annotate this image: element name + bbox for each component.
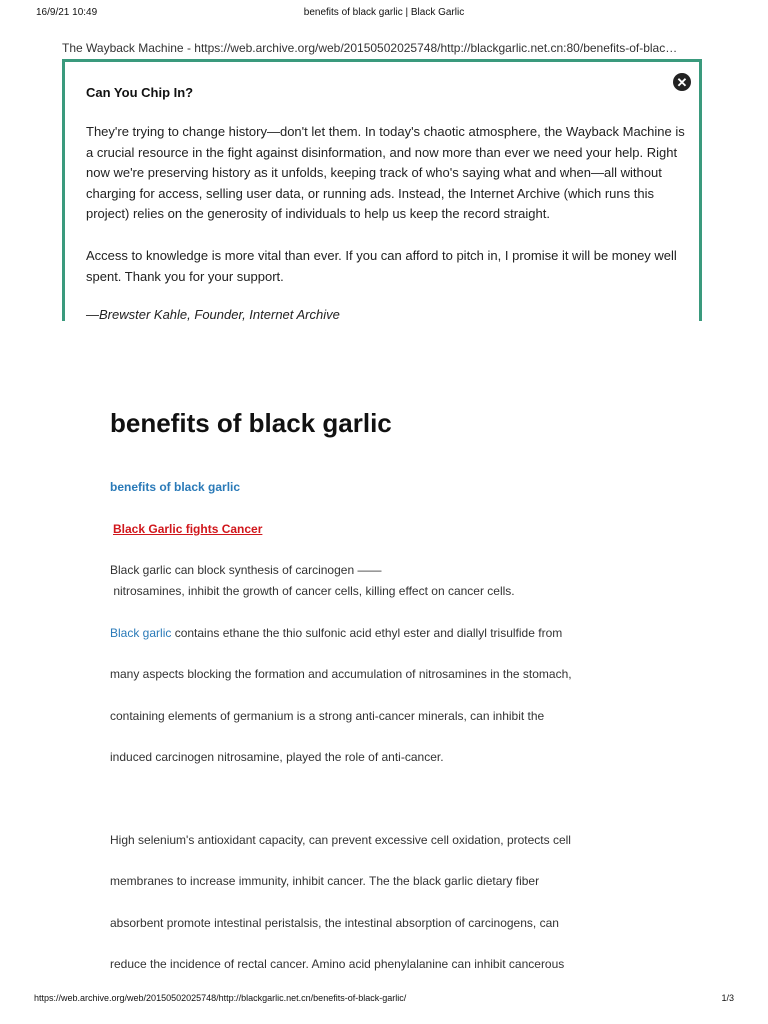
body-line-1: Black garlic can block synthesis of carcinogen —— [110,563,382,577]
body-line-9: absorbent promote intestinal peristalsis, the intestinal absorption of carcinogens, can [110,916,559,930]
print-date: 16/9/21 10:49 [36,7,98,18]
breadcrumb-link[interactable]: benefits of black garlic [110,480,241,494]
print-footer-url: https://web.archive.org/web/20150502025748/http://blackgarlic.net.cn/benefits-of-black-garlic/ [34,993,407,1003]
page-title: benefits of black garlic [110,408,392,438]
body-line-8: membranes to increase immunity, inhibit cancer. The the black garlic dietary fiber [110,874,540,888]
body-line-10: reduce the incidence of rectal cancer. Amino acid phenylalanine can inhibit cancerous [110,957,565,971]
wayback-url-line[interactable]: The Wayback Machine - https://web.archive.org/web/20150502025748/http://blackgarlic.net.cn:80/benefits-of-blac… [62,41,678,55]
body-line-6: induced carcinogen nitrosamine, played the role of anti-cancer. [110,750,444,764]
body-line-4: many aspects blocking the formation and accumulation of nitrosamines in the stomach, [110,667,572,681]
body-line-7: High selenium's antioxidant capacity, can prevent excessive cell oxidation, protects cell [110,833,571,847]
section-heading-link[interactable]: Black Garlic fights Cancer [113,522,263,536]
black-garlic-link[interactable]: Black garlic [110,626,172,640]
donation-banner [62,59,702,321]
donation-paragraph-1: They're trying to change history—don't let them. In today's chaotic atmosphere, the Wayback Machine is a crucial resource in the fight against disinformation, and now more than ever we need your help. Right now we're preserving history as it unfolds, keeping track of who's saying what and when—all without charging for access, selling user data, or running ads. Instead, the Internet Archive (which runs this project) relies on the generosity of individuals to help us keep the record straight. [86,124,685,222]
print-header [0,0,768,20]
body-line-3 [110,626,562,640]
body-line-2: nitrosamines, inhibit the growth of cancer cells, killing effect on cancer cells. [110,584,515,598]
page-number: 1/3 [721,993,734,1003]
donation-signature: —Brewster Kahle, Founder, Internet Archive [86,307,340,322]
print-doc-title: benefits of black garlic | Black Garlic [303,7,465,18]
donation-heading: Can You Chip In? [86,85,194,100]
body-line-5: containing elements of germanium is a strong anti-cancer minerals, can inhibit the [110,709,545,723]
close-icon[interactable]: ✕ [673,73,691,91]
donation-paragraph-2: Access to knowledge is more vital than ever. If you can afford to pitch in, I promise it will be money well spent. Thank you for your support. [86,248,677,284]
body-line-3-text: contains ethane the thio sulfonic acid ethyl ester and diallyl trisulfide from [171,626,563,640]
